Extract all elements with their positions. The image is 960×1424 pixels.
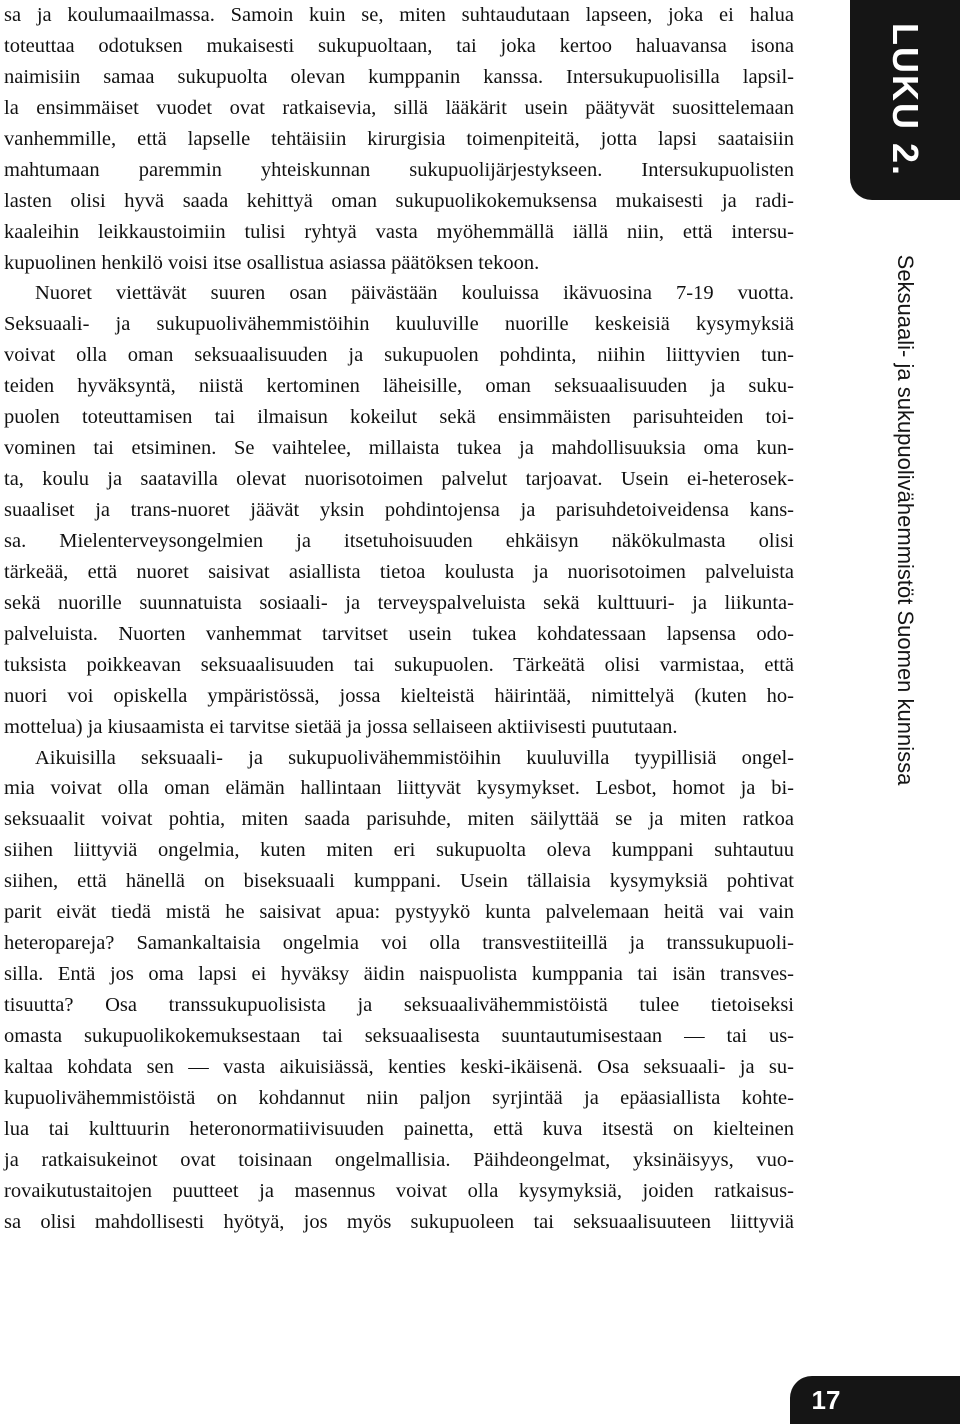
body-text xyxy=(4,0,794,1238)
text-line: omasta sukupuolikokemuksestaan tai seksuaalisesta suuntautumisestaan — tai us- xyxy=(4,1024,794,1047)
text-line: lua tai kulttuurin heteronormatiivisuuden painetta, että kuva itsestä on kielteinen xyxy=(4,1117,794,1140)
text-line: suaaliset ja trans-nuoret jäävät yksin pohdintojensa ja parisuhdetoiveidensa kans- xyxy=(4,499,794,521)
text-line: toteuttaa odotuksen mukaisesti sukupuoltaan, tai joka kertoo haluavansa isona xyxy=(4,34,794,57)
text-line: teiden hyväksyntä, niistä kertominen läheisille, oman seksuaalisuuden ja suku- xyxy=(4,375,794,398)
text-line: kupuolivähemmistöistä on kohdannut niin paljon syrjintää ja epäasiallista kohte- xyxy=(4,1086,794,1109)
text-line: seksuaalit voivat pohtia, miten saada parisuhde, miten säilyttää se ja miten ratkoa xyxy=(4,808,794,831)
text-line: puolen toteuttamisen tai ilmaisun kokeilut sekä ensimmäisten parisuhteiden toi- xyxy=(4,406,794,429)
text-line: sa. Mielenterveysongelmien ja itsetuhoisuuden ehkäisyn näkökulmasta olisi xyxy=(4,529,794,552)
text-line: mahtumaan paremmin yhteiskunnan sukupuolijärjestykseen. Intersukupuolisten xyxy=(4,158,794,181)
text-line: vanhemmille, että lapselle tehtäisiin kirurgisia toimenpiteitä, jotta lapsi saataisiin xyxy=(4,127,794,150)
text-line: siihen, että hänellä on biseksuaali kumppani. Usein tällaisia kysymyksiä pohtivat xyxy=(4,870,794,893)
text-line: naimisiin samaa sukupuolta olevan kumppanin kanssa. Intersukupuolisilla lapsil- xyxy=(4,65,794,88)
text-line: siihen liittyviä ongelmia, kuten miten eri sukupuolta oleva kumppani suhtautuu xyxy=(4,839,794,862)
text-line: palveluista. Nuorten vanhemmat tarvitset usein tukea kohdatessaan lapsensa odo- xyxy=(4,622,794,645)
text-line: la ensimmäiset vuodet ovat ratkaisevia, sillä lääkärit usein päätyvät suosittelemaan xyxy=(4,96,794,119)
text-line: sa ja koulumaailmassa. Samoin kuin se, miten suhtaudutaan lapseen, joka ei halua xyxy=(4,4,794,26)
text-line: tisuutta? Osa transsukupuolisista ja seksuaalivähemmistöistä tulee tietoiseksi xyxy=(4,994,794,1016)
text-line: mottelua) ja kiusaamista ei tarvitse sietää ja jossa sellaiseen aktiivisesti puututaan. xyxy=(4,715,678,738)
text-line: vominen tai etsiminen. Se vaihtelee, millaista tukea ja mahdollisuuksia oma kun- xyxy=(4,437,794,460)
text-line: parit eivät tiedä mistä he saisivat apua: pystyykö kunta palvelemaan heitä vai vain xyxy=(4,901,794,924)
text-line: voivat olla oman seksuaalisuuden ja sukupuolen pohdinta, niihin liittyvien tun- xyxy=(4,344,794,367)
text-line: tuksista poikkeavan seksuaalisuuden tai sukupuolen. Tärkeätä olisi varmistaa, että xyxy=(4,653,794,676)
text-line: heteropareja? Samankaltaisia ongelmia voi olla transvestiiteillä ja transsukupuoli- xyxy=(4,932,794,955)
page-number: 17 xyxy=(811,1385,841,1415)
text-line: mia voivat olla oman elämän hallintaan liittyvät kysymykset. Lesbot, homot ja bi- xyxy=(4,777,794,800)
text-line: lasten olisi hyvä saada kehittyä oman sukupuolikokemuksensa mukaisesti ja radi- xyxy=(4,189,794,212)
text-line: nuori voi opiskella ympäristössä, jossa kielteistä häirintää, nimittelyä (kuten ho- xyxy=(4,684,794,707)
text-line: kaltaa kohdata sen — vasta aikuisiässä, kenties keski-ikäisenä. Osa seksuaali- ja su- xyxy=(4,1055,794,1078)
text-line: silla. Entä jos oma lapsi ei hyväksy äidin naispuolista kumppania tai isän transves- xyxy=(4,963,794,986)
text-line: rovaikutustaitojen puutteet ja masennus voivat olla kysymyksiä, joiden ratkaisus- xyxy=(4,1179,794,1202)
text-line: Seksuaali- ja sukupuolivähemmistöihin kuuluville nuorille keskeisiä kysymyksiä xyxy=(4,313,794,336)
text-line: tärkeää, että nuoret saisivat asiallista tietoa koulusta ja nuorisotoimen palveluista xyxy=(4,560,794,583)
text-line: sekä nuorille suunnatuista sosiaali- ja terveyspalveluista sekä kulttuuri- ja liikunta- xyxy=(4,591,794,614)
running-title: Seksuaali- ja sukupuolivähemmistöt Suomen kunnissa xyxy=(893,254,918,786)
text-line: ta, koulu ja saatavilla olevat nuorisotoimen palvelut tarjoavat. Usein ei-heterosek- xyxy=(4,468,794,491)
chapter-label: LUKU 2. xyxy=(885,22,926,178)
text-line: ja ratkaisukeinot ovat toisinaan ongelmallisia. Päihdeongelmat, yksinäisyys, vuo- xyxy=(4,1148,794,1171)
text-line: sa olisi mahdollisesti hyötyä, jos myös sukupuoleen tai seksuaalisuuteen liittyviä xyxy=(4,1210,794,1233)
text-line: Aikuisilla seksuaali- ja sukupuolivähemmistöihin kuuluvilla tyypillisiä ongel- xyxy=(35,746,794,769)
text-line: Nuoret viettävät suuren osan päivästään kouluissa ikävuosina 7-19 vuotta. xyxy=(35,282,794,305)
text-line: kupuolinen henkilö voisi itse osallistua asiassa päätöksen tekoon. xyxy=(4,251,540,274)
text-line: kaaleihin leikkaustoimiin tulisi ryhtyä vasta myöhemmällä iällä niin, että intersu- xyxy=(4,220,794,243)
